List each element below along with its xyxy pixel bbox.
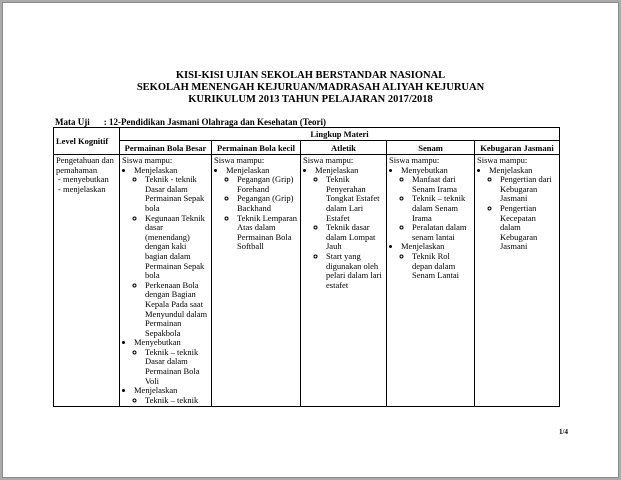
list-item: Menjelaskan [134, 385, 178, 396]
list-item: Menjelaskan [134, 164, 178, 175]
list-item: Menjelaskan [315, 164, 359, 175]
list-item: ◦ Teknik Penyerahan Tongkat Estafet dalam Lari Estafet [326, 175, 384, 223]
list-item: ◦ Pengertian Kecepatan dalam Kebugaran Jasmani [500, 204, 557, 252]
cell-atletik [301, 155, 387, 407]
list-item: ◦ Teknik – teknik Dasar dalam Permainan Bola Voli [145, 348, 209, 386]
list-item: ◦ Kegunaan Teknik dasar (menendang) dengan kaki bagian dalam Permainan Sepak bola [145, 214, 209, 281]
title-line-2: SEKOLAH MENENGAH KEJURUAN/MADRASAH ALIYAH KEJURUAN [136, 82, 485, 93]
title-line-1: KISI-KISI UJIAN SEKOLAH BERSTANDAR NASIONAL [175, 70, 446, 81]
cell-bola-besar [120, 155, 212, 407]
list-item: Menjelaskan [226, 164, 270, 175]
cell-senam [387, 155, 475, 407]
column-header: Atletik [301, 141, 387, 155]
intro-text: Siswa mampu: [303, 155, 354, 165]
title-line-3: KURIKULUM 2013 TAHUN PELAJARAN 2017/2018 [188, 94, 433, 105]
level-header: Level Kognitif [54, 128, 120, 155]
list-item: ◦ Teknik – teknik [145, 396, 209, 406]
list-item: ◦ Pegangan (Grip) Forehand [237, 175, 298, 194]
subject-label: Mata Uji [55, 117, 90, 127]
list-item: ◦ Pegangan (Grip) Backhand [237, 194, 298, 213]
list-item: Menyebutkan [134, 337, 181, 348]
list-item: ◦ Teknik dasar dalam Lompat Jauh [326, 223, 384, 252]
list-item: ◦ Teknik Lemparan Atas dalam Permainan Bola Softball [237, 214, 298, 252]
level-cell [54, 155, 120, 407]
column-header: Permainan Bola kecil [212, 141, 301, 155]
intro-text: Siswa mampu: [477, 155, 528, 165]
document-page [2, 2, 619, 478]
list-item: - menyebutkan [58, 175, 117, 185]
list-item: - menjelaskan [58, 185, 117, 195]
list-item: ◦ Start yang digunakan oleh pelari dalam lari estafet [326, 252, 384, 290]
page-number: 1/4 [559, 428, 568, 436]
column-header: Senam [387, 141, 475, 155]
list-item: ◦ Teknik Rol depan dalam Senam Lantai [412, 252, 472, 281]
grid-table [53, 127, 560, 407]
column-header: Kebugaran Jasmani [475, 141, 560, 155]
list-item: ◦ Pengertian dari Kebugaran Jasmani [500, 175, 557, 204]
intro-text: Siswa mampu: [389, 155, 440, 165]
intro-text: Siswa mampu: [214, 155, 265, 165]
list-item: ◦ Peralatan dalam senam lantai [412, 223, 472, 242]
cell-bola-kecil [212, 155, 301, 407]
lingkup-header: Lingkup Materi [120, 128, 560, 141]
list-item: ◦ Teknik - teknik Dasar dalam Permainan Sepak bola [145, 175, 209, 213]
column-header: Permainan Bola Besar [120, 141, 212, 155]
level-text: Pengetahuan dan pemahaman [56, 155, 114, 175]
subject-value: : 12-Pendidikan Jasmani Olahraga dan Kesehatan (Teori) [103, 117, 326, 127]
list-item: ◦ Manfaat dari Senam Irama [412, 175, 472, 194]
list-item: Menjelaskan [401, 241, 445, 252]
subject-line [55, 117, 326, 127]
intro-text: Siswa mampu: [122, 155, 173, 165]
cell-kebugaran [475, 155, 560, 407]
list-item: ◦ Perkenaan Bola dengan Bagian Kepala Pada saat Menyundul dalam Permainan Sepakbola [145, 281, 209, 339]
list-item: ◦ Teknik – teknik dalam Senam Irama [412, 194, 472, 223]
list-item: Menjelaskan [489, 164, 533, 175]
list-item: Menyebutkan [401, 164, 448, 175]
